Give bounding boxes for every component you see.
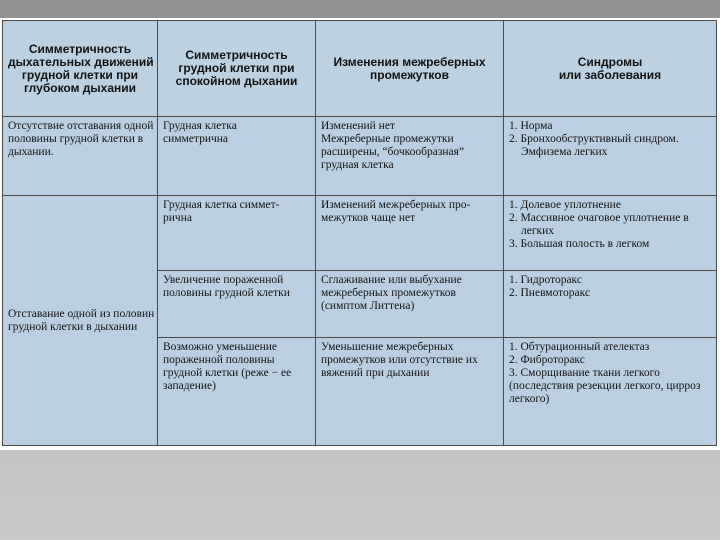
header-deep-breathing <box>3 21 158 117</box>
calm-cell <box>158 196 316 271</box>
cell-text: Грудная клетка <box>163 120 237 132</box>
cell-text: 1. Обтурационный ателектаз <box>509 341 650 354</box>
slide-frame <box>0 18 720 450</box>
cell-text: половины грудной клетки <box>163 287 290 300</box>
cell-text: Эмфизема легких <box>521 146 608 158</box>
cell-text: межреберных промежутков <box>321 287 456 300</box>
header-row <box>3 21 717 117</box>
cell-text: легкого) <box>509 393 550 406</box>
cell-text: 2. Бронхообструктивный синдром. <box>509 133 679 145</box>
cell-text: 3. Сморщивание ткани легкого <box>509 367 660 380</box>
header-text: Синдромы <box>577 54 643 69</box>
cell-text: (симптом Литтена) <box>321 300 415 313</box>
cell-text: 1. Норма <box>509 120 553 132</box>
cell-text: 2. Массивное очаговое уплотнение в <box>509 212 689 225</box>
cell-text: грудная клетка <box>321 159 394 171</box>
header-syndromes <box>504 21 717 117</box>
cell-text: Увеличение пораженной <box>163 274 284 287</box>
cell-text: 2. Фиброторакс <box>509 354 585 367</box>
symmetry-cell <box>3 196 158 446</box>
cell-text: Уменьшение межреберных <box>321 341 454 354</box>
table-row <box>3 117 717 196</box>
cell-text: Межреберные промежутки <box>321 133 454 145</box>
header-text: промежутков <box>370 67 449 82</box>
header-calm-breathing <box>158 21 316 117</box>
cell-text: 3. Большая полость в легком <box>509 238 650 251</box>
symmetry-cell <box>3 117 158 196</box>
cell-text: 1. Гидроторакс <box>509 274 582 287</box>
cell-text: легких <box>521 225 555 238</box>
syndromes-cell <box>504 338 717 446</box>
calm-cell <box>158 271 316 338</box>
header-text: Изменения межреберных <box>333 54 486 69</box>
cell-text: Возможно уменьшение <box>163 341 278 354</box>
cell-text: пораженной половины <box>163 354 275 367</box>
header-text: грудной клетки при <box>178 61 295 75</box>
syndromes-cell <box>504 117 717 196</box>
cell-text: грудной клетки в дыхании <box>8 320 138 333</box>
cell-text: вяжений при дыхании <box>321 367 430 380</box>
syndromes-table <box>2 20 717 446</box>
syndromes-cell <box>504 271 717 338</box>
cell-text: симметрична <box>163 133 229 145</box>
intercostal-cell <box>316 117 504 196</box>
header-text: грудной клетки при <box>21 67 139 82</box>
header-text: Симметричность <box>185 48 288 62</box>
header-text: глубоком дыхании <box>23 80 137 95</box>
cell-text: Изменений межреберных про- <box>321 199 471 212</box>
cell-text: Изменений нет <box>321 120 395 132</box>
syndromes-table-container <box>2 20 717 446</box>
cell-text: Грудная клетка симмет- <box>163 199 280 212</box>
cell-text: расширены, “бочкообразная” <box>321 146 465 158</box>
calm-cell <box>158 338 316 446</box>
cell-text: (последствия резекции легкого, цирроз <box>509 380 701 393</box>
cell-text: дыхании. <box>8 146 54 158</box>
cell-text: грудной клетки (реже − ее <box>163 367 292 380</box>
cell-text: западение) <box>163 380 216 393</box>
cell-text: Отставание одной из половин <box>8 307 155 320</box>
header-text: дыхательных движений <box>8 54 154 69</box>
cell-text: 1. Долевое уплотнение <box>509 199 621 212</box>
header-text: спокойном дыхании <box>175 74 298 88</box>
header-text: или заболевания <box>558 67 662 82</box>
syndromes-cell <box>504 196 717 271</box>
calm-cell <box>158 117 316 196</box>
cell-text: промежутков или отсутствие их <box>321 354 478 367</box>
cell-text: Отсутствие отставания одной <box>8 120 154 132</box>
cell-text: Сглаживание или выбухание <box>321 274 462 287</box>
intercostal-cell <box>316 271 504 338</box>
cell-text: межутков чаще нет <box>321 212 416 225</box>
cell-text: половины грудной клетки в <box>8 133 144 145</box>
header-intercostal <box>316 21 504 117</box>
header-text: Симметричность <box>28 41 132 56</box>
intercostal-cell <box>316 196 504 271</box>
intercostal-cell <box>316 338 504 446</box>
cell-text: рична <box>163 212 192 225</box>
cell-text: 2. Пневмоторакс <box>509 287 591 300</box>
table-row <box>3 196 717 271</box>
